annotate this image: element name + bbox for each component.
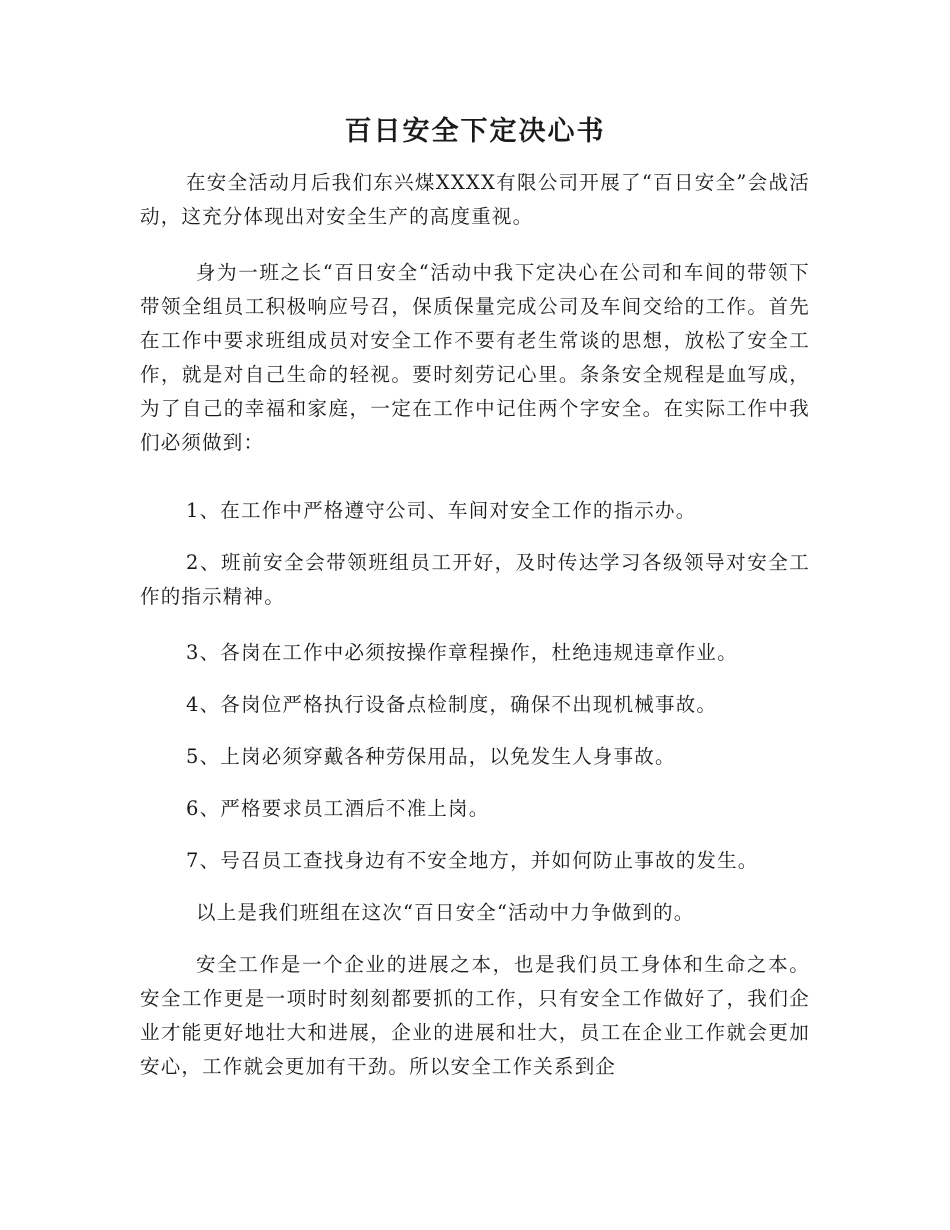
paragraph-conclusion: 安全工作是一个企业的进展之本，也是我们员工身体和生命之本。安全工作更是一项时时刻刻都要抓的工作，只有安全工作做好了，我们企业才能更好地壮大和进展，企业的进展和壮大，员工在企业工作就会更加安心，工作就会更加有干劲。所以安全工作关系到企 — [140, 953, 810, 1078]
list-item-1: 1、在工作中严格遵守公司、车间对安全工作的指示办。 — [186, 499, 697, 522]
list-item-6: 6、严格要求员工酒后不准上岗。 — [186, 797, 490, 820]
list-item-7: 7、号召员工查找身边有不安全地方，并如何防止事故的发生。 — [186, 849, 759, 872]
paragraph-intro: 在安全活动月后我们东兴煤XXXX有限公司开展了“百日安全”会战活动，这充分体现出对安全生产的高度重视。 — [140, 171, 810, 228]
list-item-5: 5、上岗必须穿戴各种劳保用品，以免发生人身事故。 — [186, 745, 676, 768]
list-item-3: 3、各岗在工作中必须按操作章程操作，杜绝违规违章作业。 — [186, 641, 738, 664]
list-item-2: 2、班前安全会带领班组员工开好，及时传达学习各级领导对安全工作的指示精神。 — [140, 551, 810, 608]
paragraph-resolution: 身为一班之长“百日安全“活动中我下定决心在公司和车间的带领下带领全组员工积极响应号召，保质保量完成公司及车间交给的工作。首先在工作中要求班组成员对安全工作不要有老生常谈的思想，放松了安全工作，就是对自己生命的轻视。要时刻劳记心里。条条安全规程是血写成，为了自己的幸福和家庭，一定在工作中记住两个字安全。在实际工作中我们必须做到： — [140, 261, 810, 454]
document-title: 百日安全下定决心书 — [344, 116, 606, 147]
list-item-4: 4、各岗位严格执行设备点检制度，确保不出现机械事故。 — [186, 693, 718, 716]
paragraph-summary: 以上是我们班组在这次“百日安全“活动中力争做到的。 — [196, 901, 695, 924]
